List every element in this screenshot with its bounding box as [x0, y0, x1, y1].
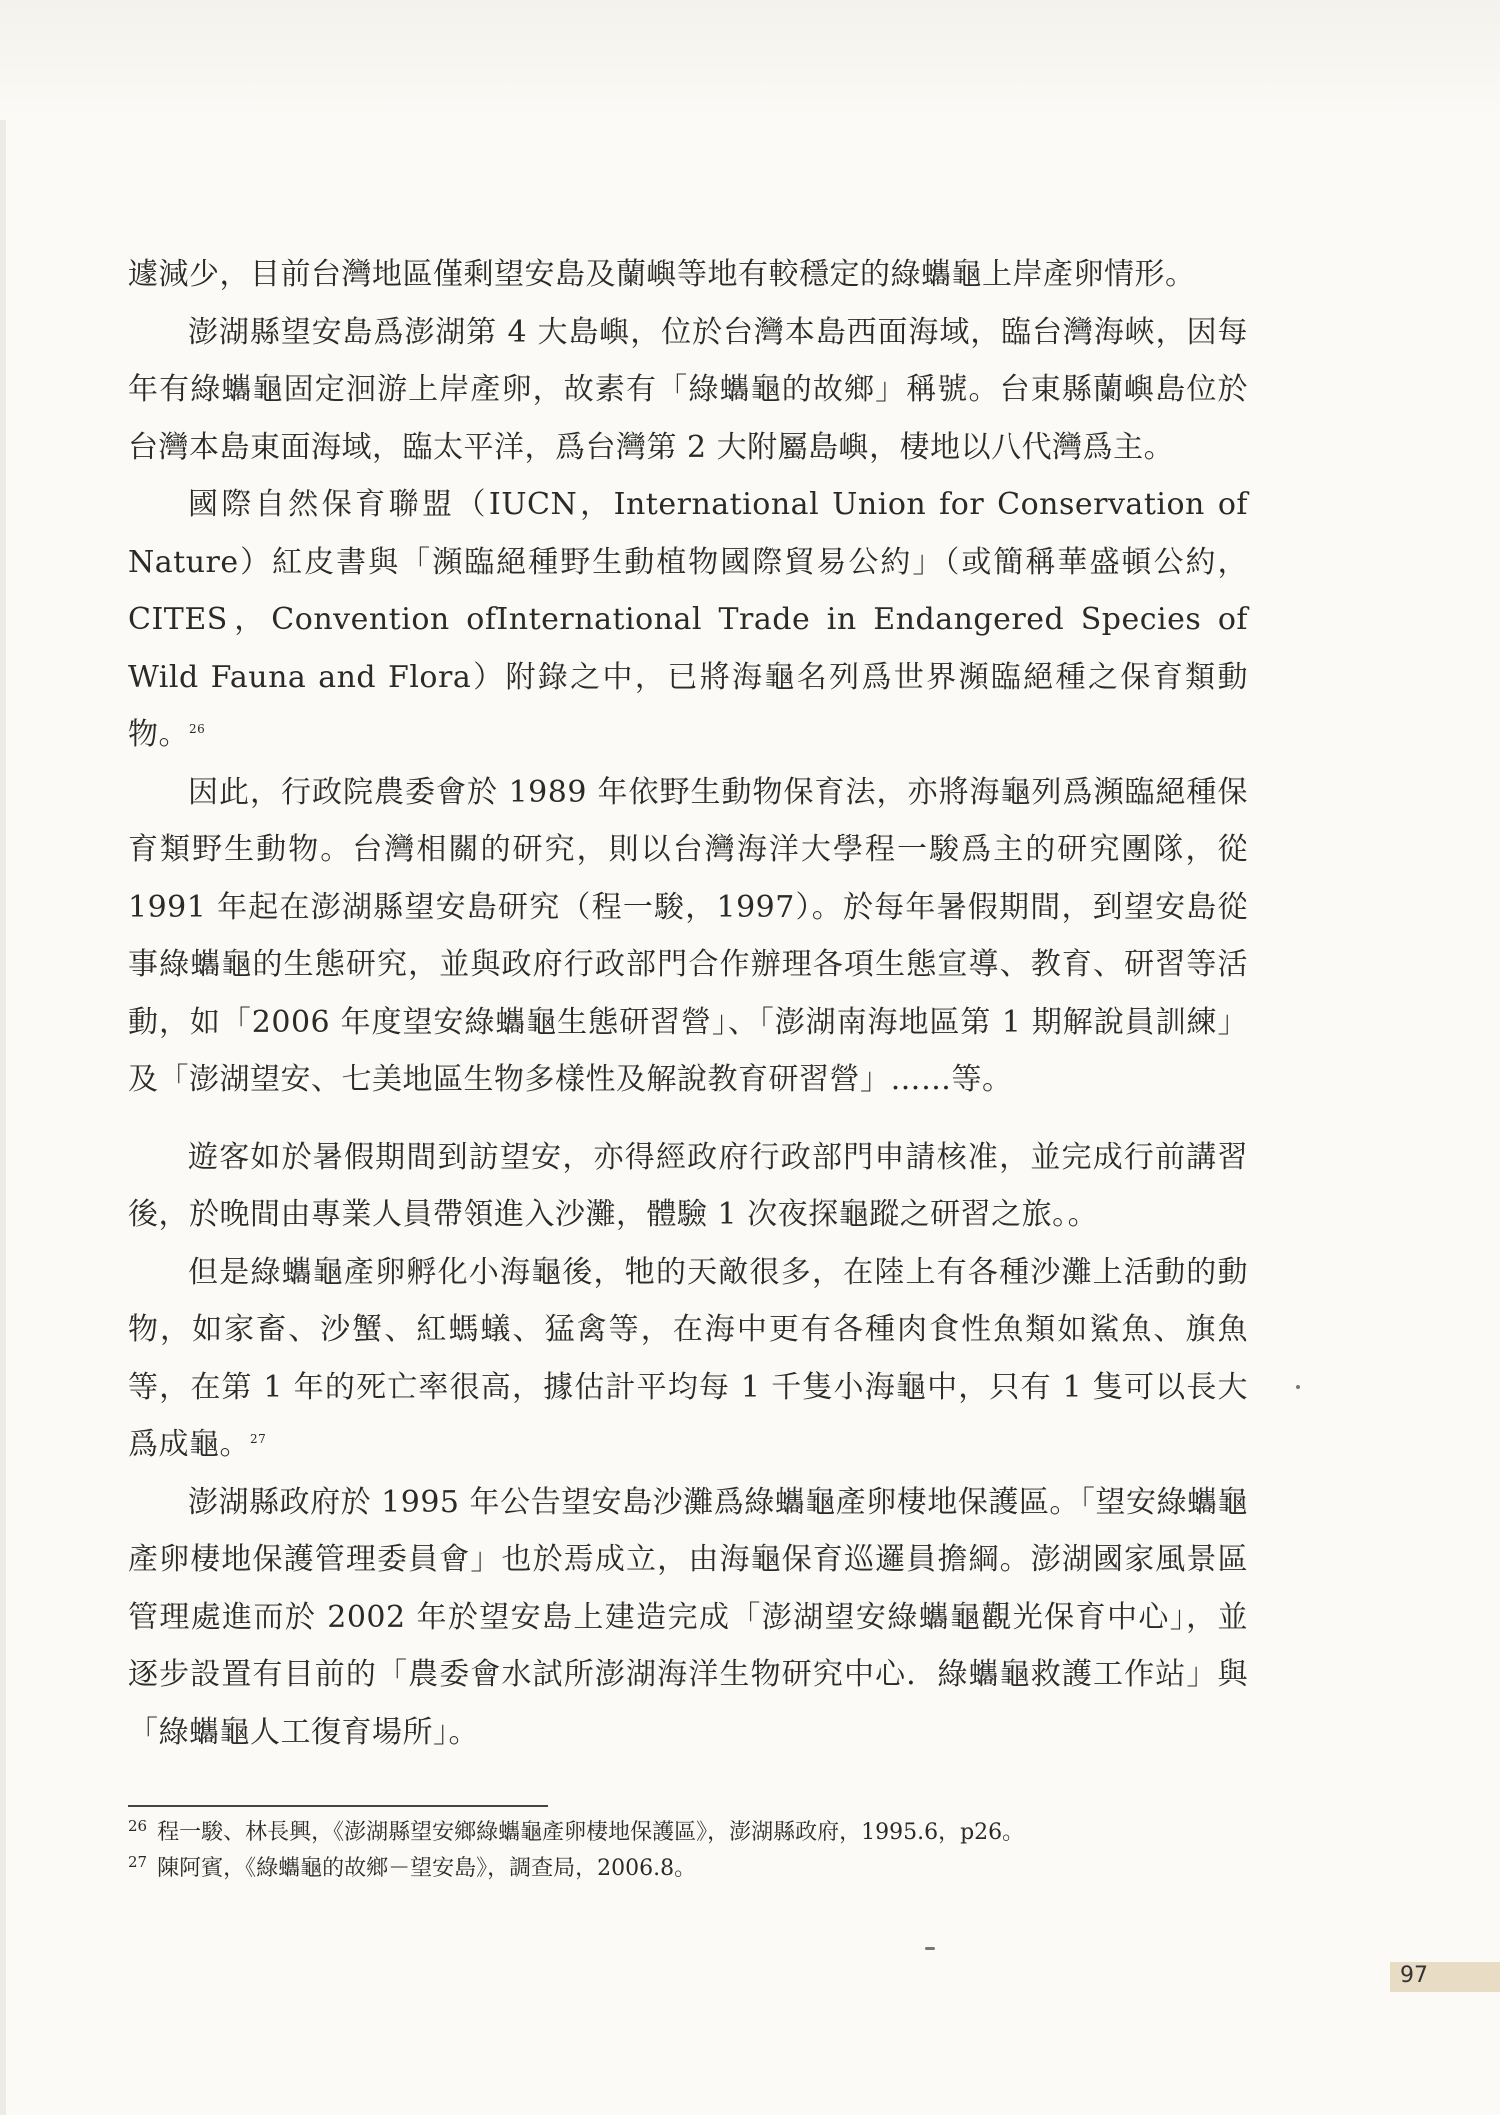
paragraph-1 [128, 246, 1248, 304]
footnote-divider [128, 1805, 548, 1807]
footnote-ref-26[interactable]: 26 [189, 722, 206, 736]
footnote-ref-27[interactable]: 27 [250, 1432, 267, 1446]
footnote-26 [128, 1815, 1278, 1851]
page-number: 97 [1400, 1963, 1428, 1988]
footnote-text: 程一駿、林長興，《澎湖縣望安鄉綠蠵龜產卵棲地保護區》，澎湖縣政府，1995.6，p26。 [157, 1820, 1025, 1845]
paragraph-7 [128, 1474, 1248, 1762]
paragraph-2 [128, 304, 1248, 477]
paragraph-text: 因此，行政院農委會於 1989 年依野生動物保育法，亦將海龜列爲瀕臨絕種保育類野生動物。台灣相關的研究，則以台灣海洋大學程一駿爲主的研究團隊，從 1991 年起在澎湖縣望安島研究（程一駿，1997）。於每年暑假期間，到望安島從事綠蠵龜的生態研究，並與政府行政部門合作辦理各項生態宣導、教育、研習等活動，如「2006 年度望安綠蠵龜生態研習營」、「澎湖南海地區第 1 期解說員訓練」及「澎湖望安、七美地區生物多樣性及解說教育研習營」……等。 [128, 774, 1248, 1097]
paragraph-text: 遽減少，目前台灣地區僅剩望安島及蘭嶼等地有較穩定的綠蠵龜上岸產卵情形。 [128, 257, 1196, 292]
paragraph-text: 但是綠蠵龜產卵孵化小海龜後，牠的天敵很多，在陸上有各種沙灘上活動的動物，如家畜、沙蟹、紅螞蟻、猛禽等，在海中更有各種肉食性魚類如鯊魚、旗魚等，在第 1 年的死亡率很高，據估計平均每 1 千隻小海龜中，只有 1 隻可以長大爲成龜。 [128, 1254, 1248, 1462]
footnote-text: 陳阿賓，《綠蠵龜的故鄉－望安島》，調查局，2006.8。 [157, 1856, 697, 1881]
footnote-27 [128, 1851, 1278, 1887]
top-band [0, 0, 1500, 120]
footnote-number: 26 [128, 1816, 148, 1835]
page-edge [0, 0, 6, 2115]
paragraph-text: 澎湖縣望安島爲澎湖第 4 大島嶼，位於台灣本島西面海域，臨台灣海峽，因每年有綠蠵龜固定洄游上岸產卵，故素有「綠蠵龜的故鄉」稱號。台東縣蘭嶼島位於台灣本島東面海域，臨太平洋，爲台灣第 2 大附屬島嶼，棲地以八代灣爲主。 [128, 314, 1248, 465]
body-text [128, 246, 1248, 1761]
paragraph-text: 遊客如於暑假期間到訪望安，亦得經政府行政部門申請核准，並完成行前講習後，於晚間由專業人員帶領進入沙灘，體驗 1 次夜探龜蹤之研習之旅。。 [128, 1139, 1248, 1232]
footnote-number: 27 [128, 1852, 148, 1871]
scan-speck [1296, 1385, 1300, 1389]
page-number-bar [1390, 1962, 1500, 1992]
paragraph-text: 國際自然保育聯盟（IUCN，International Union for Conservation of Nature）紅皮書與「瀕臨絕種野生動植物國際貿易公約」（或簡稱華盛頓公約，CITES，Convention ofInternational Trade in Endangered Species of Wild Fauna and Flora）附錄之中，已將海龜名列爲世界瀕臨絕種之保育類動物。 [128, 487, 1248, 752]
paragraph-4 [128, 764, 1248, 1109]
footnotes [128, 1815, 1278, 1887]
paragraph-3 [128, 476, 1248, 764]
paragraph-text: 澎湖縣政府於 1995 年公告望安島沙灘爲綠蠵龜產卵棲地保護區。「望安綠蠵龜產卵棲地保護管理委員會」也於焉成立，由海龜保育巡邏員擔綱。澎湖國家風景區管理處進而於 2002 年於望安島上建造完成「澎湖望安綠蠵龜觀光保育中心」，並逐步設置有目前的「農委會水試所澎湖海洋生物研究中心．綠蠵龜救護工作站」與「綠蠵龜人工復育場所」。 [128, 1484, 1248, 1750]
paragraph-5 [128, 1129, 1248, 1244]
paragraph-6 [128, 1244, 1248, 1474]
scan-speck [925, 1947, 935, 1950]
